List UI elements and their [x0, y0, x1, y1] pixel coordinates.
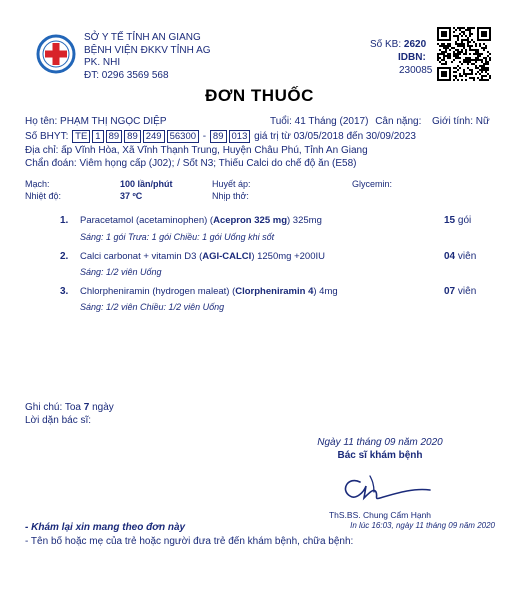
gender-label: Giới tính:	[432, 116, 474, 127]
loi-dan: Lời dặn bác sĩ:	[25, 415, 92, 426]
qty-number: 04	[444, 251, 456, 262]
so-kb-label: Số KB:	[370, 39, 402, 50]
med-usage: Sáng: 1/2 viên Uống	[80, 267, 162, 277]
bhyt-part: 1	[92, 130, 103, 143]
med-name	[80, 286, 338, 297]
sign-role: Bác sĩ khám bệnh	[337, 450, 423, 461]
name-label: Họ tên:	[25, 116, 58, 127]
address: Địa chỉ: ấp Vĩnh Hòa, Xã Vĩnh Thạnh Trung, Huyện Châu Phú, Tỉnh An Giang	[25, 145, 368, 156]
hospital-logo	[36, 34, 76, 74]
age-value: 41 Tháng (2017)	[294, 116, 369, 127]
bhyt-row: Số BHYT: TE 1 89 89 249 56300 - 89 013 giá trị từ 03/05/2018 đến 30/09/2023	[25, 131, 416, 142]
gender-value: Nữ	[475, 116, 490, 127]
qty-unit: viên	[457, 286, 477, 297]
med-number: 1.	[60, 215, 69, 226]
resp-label: Nhịp thở:	[212, 191, 249, 201]
dept-line1: SỞ Y TẾ TỈNH AN GIANG	[84, 32, 201, 43]
age-label: Tuổi:	[270, 116, 292, 127]
phone-line: ĐT: 0296 3569 568	[84, 69, 169, 81]
dept-line3: PK. NHI	[84, 57, 121, 68]
qty-unit: viên	[457, 251, 477, 262]
qty-unit: gói	[457, 215, 472, 226]
qr-code	[437, 27, 491, 81]
ghi-chu	[25, 402, 114, 413]
med-qty	[444, 251, 476, 262]
temp-label: Nhiệt độ:	[25, 191, 62, 201]
idbn-value: 230085	[399, 65, 433, 76]
gender-row	[432, 116, 490, 127]
med-dose: ) 325mg	[287, 215, 322, 226]
bhyt-part: 89	[124, 130, 141, 143]
bhyt-part: 89	[210, 130, 227, 143]
med-dose: ) 1250mg +200IU	[251, 251, 325, 262]
footer-note-2: - Tên bố hoặc mẹ của trẻ hoặc người đưa trẻ đến khám bệnh, chữa bệnh:	[25, 536, 354, 547]
med-brand: Acepron 325 mg	[213, 215, 287, 226]
dept-line2: BỆNH VIỆN ĐKKV TỈNH AG	[84, 44, 211, 56]
med-name	[80, 251, 325, 262]
med-usage: Sáng: 1/2 viên Chiều: 1/2 viên Uống	[80, 302, 225, 312]
med-number: 2.	[60, 251, 69, 262]
med-qty	[444, 286, 476, 297]
med-brand: Clorpheniramin 4	[235, 286, 314, 297]
bhyt-part: 249	[143, 130, 165, 143]
bhyt-part: 89	[106, 130, 123, 143]
ghi-chu-label: Ghi chú: Toa	[25, 402, 84, 413]
print-time: In lúc 16:03, ngày 11 tháng 09 năm 2020	[350, 521, 495, 530]
glycemin-label: Glycemin:	[352, 179, 393, 189]
qty-number: 15	[444, 215, 456, 226]
bhyt-part: 56300	[167, 130, 199, 143]
bhyt-label: Số BHYT:	[25, 131, 69, 142]
so-kb-value: 2620	[403, 39, 427, 50]
med-qty	[444, 215, 471, 226]
med-name	[80, 215, 322, 226]
doctor-name: ThS.BS. Chung Cẩm Hạnh	[328, 510, 432, 520]
med-generic: Chlorpheniramin (hydrogen maleat) (	[80, 286, 236, 297]
diagnosis: Chẩn đoán: Viêm họng cấp (J02); / Sốt N3; Thiếu Calci do chế độ ăn (E58)	[25, 158, 357, 169]
sign-date: Ngày 11 tháng 09 năm 2020	[317, 437, 443, 448]
age-row	[270, 116, 421, 127]
patient-name-row	[25, 116, 167, 127]
ghi-chu-days: 7	[83, 402, 90, 413]
bhyt-validity: giá trị từ 03/05/2018 đến 30/09/2023	[254, 131, 416, 142]
doctor-signature	[330, 462, 440, 510]
pulse-value: 100 lần/phút	[120, 179, 173, 189]
patient-name: PHẠM THỊ NGỌC DIỆP	[60, 116, 167, 127]
med-generic: Paracetamol (acetaminophen) (	[80, 215, 214, 226]
ghi-chu-unit: ngày	[89, 402, 114, 413]
med-dose: ) 4mg	[313, 286, 338, 297]
weight-label: Cân nặng:	[375, 116, 422, 127]
med-number: 3.	[60, 286, 69, 297]
pulse-label: Mạch:	[25, 179, 50, 189]
idbn-label: IDBN:	[398, 52, 426, 63]
med-brand: AGI-CALCI	[202, 251, 252, 262]
hospital-info	[84, 32, 211, 82]
footer-note-1: - Khám lại xin mang theo đơn này	[25, 522, 186, 533]
temp-value: 37 ºC	[120, 191, 143, 201]
so-kb	[370, 39, 426, 50]
med-usage: Sáng: 1 gói Trưa: 1 gói Chiều: 1 gói Uống khi sốt	[80, 232, 275, 242]
bhyt-part: TE	[72, 130, 90, 143]
page-title: ĐƠN THUỐC	[205, 86, 314, 105]
bhyt-part: 013	[229, 130, 251, 143]
med-generic: Calci carbonat + vitamin D3 (	[80, 251, 203, 262]
qty-number: 07	[444, 286, 456, 297]
bp-label: Huyết áp:	[212, 179, 251, 189]
